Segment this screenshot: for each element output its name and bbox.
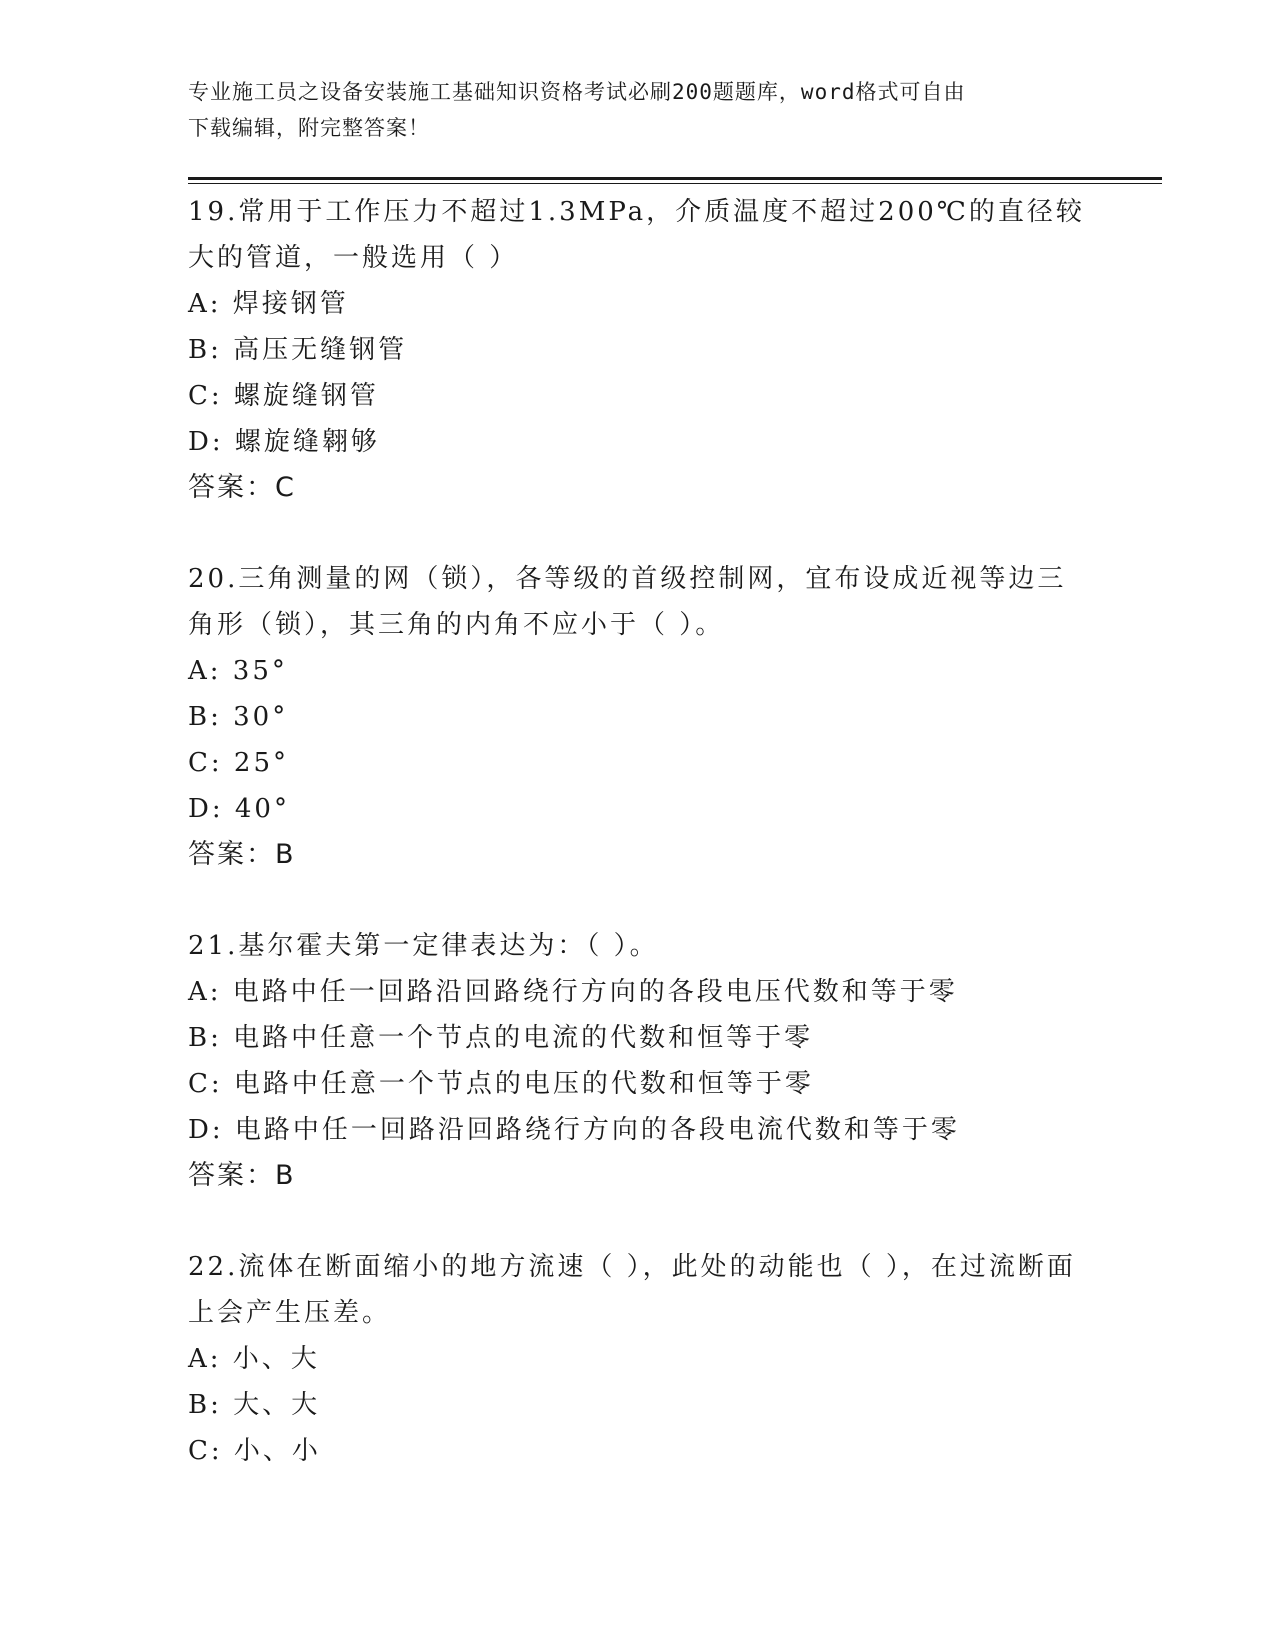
question-text: 21.基尔霍夫第一定律表达为：（ ）。 <box>188 931 659 961</box>
question-20 <box>188 556 1088 878</box>
option-a: A: 电路中任一回路沿回路绕行方向的各段电压代数和等于零 <box>188 977 958 1007</box>
header-line-2: 下载编辑，附完整答案！ <box>188 116 430 140</box>
option-b: B: 电路中任意一个节点的电流的代数和恒等于零 <box>188 1023 814 1053</box>
header-divider-thick <box>188 177 1162 180</box>
question-text: 20.三角测量的网（锁），各等级的首级控制网，宜布设成近视等边三角形（锁），其三角的内角不应小于（ ）。 <box>188 564 1067 640</box>
option-a: A: 焊接钢管 <box>188 289 349 319</box>
question-text: 19.常用于工作压力不超过1.3MPa，介质温度不超过200℃的直径较大的管道，一般选用（ ） <box>188 197 1085 273</box>
question-19 <box>188 189 1088 511</box>
question-list <box>188 189 1088 1519</box>
question-text: 22.流体在断面缩小的地方流速（ ），此处的动能也（ ），在过流断面上会产生压差。 <box>188 1252 1076 1328</box>
answer-label: 答案：B <box>188 839 296 870</box>
option-c: C: 小、小 <box>188 1436 321 1466</box>
answer-label: 答案：B <box>188 1160 296 1191</box>
option-b: B: 大、大 <box>188 1390 321 1420</box>
option-b: B: 高压无缝钢管 <box>188 335 408 365</box>
option-d: D: 电路中任一回路沿回路绕行方向的各段电流代数和等于零 <box>188 1115 960 1145</box>
document-header <box>188 74 1088 146</box>
option-c: C: 电路中任意一个节点的电压的代数和恒等于零 <box>188 1069 814 1099</box>
option-c: C: 螺旋缝钢管 <box>188 381 379 411</box>
option-d: D: 40° <box>188 794 290 824</box>
option-d: D: 螺旋缝翱够 <box>188 427 380 457</box>
answer-label: 答案：C <box>188 472 296 503</box>
option-b: B: 30° <box>188 702 289 732</box>
question-21 <box>188 923 1088 1199</box>
question-22 <box>188 1244 1088 1474</box>
option-a: A: 小、大 <box>188 1344 320 1374</box>
option-a: A: 35° <box>188 656 288 686</box>
option-c: C: 25° <box>188 748 290 778</box>
header-divider-thin <box>188 183 1162 184</box>
header-line-1: 专业施工员之设备安装施工基础知识资格考试必刷200题题库，word格式可自由 <box>188 80 966 104</box>
